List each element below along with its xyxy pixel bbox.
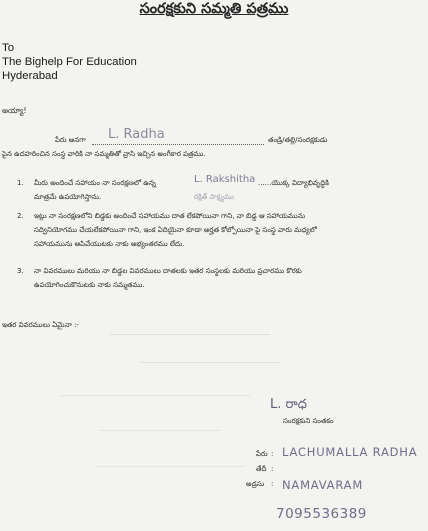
item-1-line-1a: మీరు అందించే సహాయం నా సంరక్షణలో ఉన్న [34, 179, 156, 187]
guardian-signature-mark: L. రాధ [270, 397, 307, 412]
salutation: అయ్యా! [2, 106, 27, 115]
field-address-label: అడ్రసు [246, 480, 265, 488]
item-1-child-name-handwritten: L. Rakshitha [194, 174, 256, 185]
item-3-line-2: ఉపయోగించుకొనుటకు నాకు సమ్మతము. [34, 281, 145, 289]
item-1-line-1b: ......యొక్క విద్యాభివృద్ధికి [258, 179, 329, 187]
intro-name-prefix: పేరు అనగా [55, 136, 86, 144]
item-1-number: 1. [17, 179, 24, 187]
item-2-line-1: ఇట్లు నా సంరక్షణలోని బిడ్డకు అందించే సహాయము దాత లేకపోయినా గాని, నా బిడ్డ ఆ సహాయమును [34, 212, 306, 220]
field-name-label: పేరు [256, 450, 268, 458]
item-2-number: 2. [17, 212, 24, 220]
phone-number-handwritten: 7095536389 [276, 506, 367, 522]
intro-name-handwritten: L. Radha [108, 127, 165, 142]
bleed-through-mark [95, 466, 245, 467]
bleed-through-mark [100, 430, 220, 431]
bleed-through-mark [140, 362, 280, 363]
item-3-number: 3. [17, 267, 24, 275]
field-name-value: LACHUMALLA RADHA [282, 445, 418, 459]
item-1-handwritten-note: రక్షిత్ సాక్ష్యము [194, 193, 234, 201]
field-date-label: తేదీ [256, 465, 267, 473]
document-title: సంరక్షకుని సమ్మతి పత్రము [139, 1, 289, 17]
consent-letter-page: సంరక్షకుని సమ్మతి పత్రము To The Bighelp For Education Hyderabad అయ్యా! పేరు అనగా L. Radha తండ్రి/తల్లి/సంరక్షకుడు పైన ఉదహరించిన సంస్థ వారికి నా సమ్మతితో వ్రాసి ఇచ్చిన అంగీకార పత్రము. 1. మీరు అందించే సహాయం నా సంరక్షణలో ఉన్న L. Rakshitha ......యొక్క విద్యాభివృద్ధికి మాత్రమే ఉపయోగిస్తాను. రక్షిత్ సాక్ష్యము 2. ఇట్లు నా సంరక్షణలోని బిడ్డకు అందించే సహాయము దాత లేకపోయినా గాని, నా బిడ్డ ఆ సహాయమును సద్వినియోగము చేయలేకపోయినా గాని, ఇంక ఏదియైనా కూడా అర్హత కోల్పోయినా పై సంస్థ వారు మధ్యలో సహాయమును ఆపివేయుటకు నాకు అభ్యంతరము లేదు. 3. నా వివరములు మరియు నా బిడ్డల వివరములు దాతలకు ఇతర సంస్థలకు మరియు ప్రచారము కొరకు ఉపయోగించుకొనుటకు నాకు సమ్మతము. ఇతర వివరములు ఏమైనా :- L. రాధ సంరక్షకుని సంతకం పేరు : LACHUMALLA RADHA తేదీ : అడ్రసు : NAMAVARAM 7095536389 [0, 0, 428, 531]
item-1-line-2: మాత్రమే ఉపయోగిస్తాను. [34, 193, 102, 201]
item-2-line-3: సహాయమును ఆపివేయుటకు నాకు అభ్యంతరము లేదు. [34, 240, 185, 248]
intro-line-2: పైన ఉదహరించిన సంస్థ వారికి నా సమ్మతితో వ్రాసి ఇచ్చిన అంగీకార పత్రము. [2, 150, 206, 158]
address-city: Hyderabad [2, 70, 58, 82]
item-2-line-2: సద్వినియోగము చేయలేకపోయినా గాని, ఇంక ఏదియైనా కూడా అర్హత కోల్పోయినా పై సంస్థ వారు మధ్యలో [34, 226, 317, 234]
bleed-through-mark [110, 334, 270, 335]
bleed-through-mark [60, 395, 250, 396]
intro-relation: తండ్రి/తల్లి/సంరక్షకుడు [268, 136, 328, 144]
other-details-label: ఇతర వివరములు ఏమైనా :- [2, 321, 79, 329]
address-organization: The Bighelp For Education [2, 56, 137, 68]
address-to: To [2, 42, 15, 54]
item-3-line-1: నా వివరములు మరియు నా బిడ్డల వివరములు దాతలకు ఇతర సంస్థలకు మరియు ప్రచారము కొరకు [34, 267, 302, 275]
signature-label: సంరక్షకుని సంతకం [283, 417, 334, 425]
intro-name-line [92, 144, 264, 145]
field-address-value: NAMAVARAM [282, 478, 364, 492]
